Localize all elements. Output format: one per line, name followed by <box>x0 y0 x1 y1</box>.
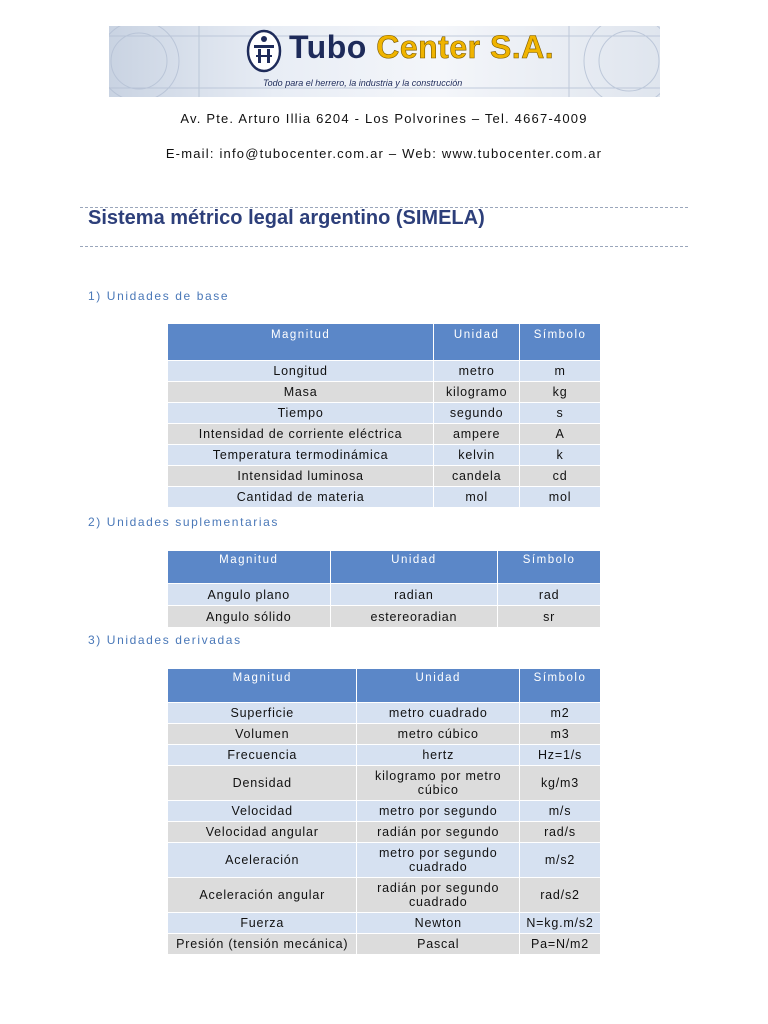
cell-unidad: kilogramo <box>434 382 520 403</box>
cell-simbolo: A <box>520 424 601 445</box>
column-header-unidad: Unidad <box>357 669 520 703</box>
cell-simbolo: sr <box>498 606 601 628</box>
cell-unidad: candela <box>434 466 520 487</box>
table-row <box>168 466 601 487</box>
cell-simbolo: rad/s2 <box>520 878 601 913</box>
table-header-row <box>168 551 601 584</box>
cell-simbolo: mol <box>520 487 601 508</box>
cell-simbolo: m2 <box>520 703 601 724</box>
cell-unidad: metro <box>434 361 520 382</box>
header-banner <box>109 26 660 97</box>
cell-unidad: kelvin <box>434 445 520 466</box>
cell-unidad: radián por segundo <box>357 822 520 843</box>
table-header-row <box>168 324 601 361</box>
cell-unidad: Pascal <box>357 934 520 955</box>
cell-unidad: kilogramo por metro cúbico <box>357 766 520 801</box>
table-row <box>168 843 601 878</box>
table-row <box>168 703 601 724</box>
table-row <box>168 745 601 766</box>
cell-unidad: hertz <box>357 745 520 766</box>
cell-simbolo: kg <box>520 382 601 403</box>
brand-name-part1: Tubo <box>289 29 367 65</box>
cell-simbolo: N=kg.m/s2 <box>520 913 601 934</box>
cell-magnitud: Volumen <box>168 724 357 745</box>
cell-simbolo: m/s <box>520 801 601 822</box>
column-header-unidad: Unidad <box>434 324 520 361</box>
section-heading-derived-units: 3) Unidades derivadas <box>88 633 242 647</box>
table-row <box>168 878 601 913</box>
cell-magnitud: Intensidad luminosa <box>168 466 434 487</box>
cell-magnitud: Presión (tensión mecánica) <box>168 934 357 955</box>
section-heading-base-units: 1) Unidades de base <box>88 289 230 303</box>
cell-simbolo: m3 <box>520 724 601 745</box>
column-header-magnitud: Magnitud <box>168 551 331 584</box>
cell-magnitud: Aceleración angular <box>168 878 357 913</box>
table-row <box>168 801 601 822</box>
cell-magnitud: Velocidad angular <box>168 822 357 843</box>
cell-magnitud: Masa <box>168 382 434 403</box>
cell-unidad: metro cuadrado <box>357 703 520 724</box>
cell-magnitud: Fuerza <box>168 913 357 934</box>
table-row <box>168 445 601 466</box>
column-header-unidad: Unidad <box>330 551 498 584</box>
table-row <box>168 913 601 934</box>
company-logo-icon <box>246 29 282 73</box>
cell-unidad: Newton <box>357 913 520 934</box>
cell-unidad: estereoradian <box>330 606 498 628</box>
cell-magnitud: Superficie <box>168 703 357 724</box>
cell-simbolo: k <box>520 445 601 466</box>
company-tagline: Todo para el herrero, la industria y la construcción <box>263 78 463 88</box>
cell-simbolo: rad <box>498 584 601 606</box>
cell-simbolo: s <box>520 403 601 424</box>
table-row <box>168 584 601 606</box>
table-header-row <box>168 669 601 703</box>
cell-magnitud: Cantidad de materia <box>168 487 434 508</box>
cell-simbolo: kg/m3 <box>520 766 601 801</box>
cell-magnitud: Aceleración <box>168 843 357 878</box>
cell-unidad: radian <box>330 584 498 606</box>
table-row <box>168 382 601 403</box>
cell-simbolo: rad/s <box>520 822 601 843</box>
cell-unidad: metro por segundo cuadrado <box>357 843 520 878</box>
cell-simbolo: m <box>520 361 601 382</box>
cell-magnitud: Densidad <box>168 766 357 801</box>
cell-unidad: segundo <box>434 403 520 424</box>
base-units-table <box>167 323 601 508</box>
table-row <box>168 766 601 801</box>
cell-magnitud: Tiempo <box>168 403 434 424</box>
cell-simbolo: Hz=1/s <box>520 745 601 766</box>
cell-magnitud: Angulo plano <box>168 584 331 606</box>
cell-simbolo: m/s2 <box>520 843 601 878</box>
cell-simbolo: Pa=N/m2 <box>520 934 601 955</box>
table-row <box>168 487 601 508</box>
cell-unidad: ampere <box>434 424 520 445</box>
cell-magnitud: Longitud <box>168 361 434 382</box>
section-heading-supplementary-units: 2) Unidades suplementarias <box>88 515 280 529</box>
column-header-magnitud: Magnitud <box>168 669 357 703</box>
table-row <box>168 361 601 382</box>
cell-unidad: metro cúbico <box>357 724 520 745</box>
page-title: Sistema métrico legal argentino (SIMELA) <box>88 207 485 229</box>
column-header-simbolo: Símbolo <box>520 669 601 703</box>
brand-name-part2: Center S.A. <box>376 29 555 65</box>
cell-unidad: radián por segundo cuadrado <box>357 878 520 913</box>
title-divider-bottom <box>80 246 688 247</box>
cell-unidad: mol <box>434 487 520 508</box>
table-row <box>168 403 601 424</box>
company-contact: E-mail: info@tubocenter.com.ar – Web: www.tubocenter.com.ar <box>165 146 603 161</box>
table-row <box>168 934 601 955</box>
column-header-magnitud: Magnitud <box>168 324 434 361</box>
derived-units-table <box>167 668 601 955</box>
company-name <box>289 29 554 66</box>
company-address: Av. Pte. Arturo Illia 6204 - Los Polvorines – Tel. 4667-4009 <box>180 111 588 126</box>
cell-unidad: metro por segundo <box>357 801 520 822</box>
column-header-simbolo: Símbolo <box>520 324 601 361</box>
supplementary-units-table <box>167 550 601 628</box>
table-row <box>168 424 601 445</box>
column-header-simbolo: Símbolo <box>498 551 601 584</box>
cell-magnitud: Velocidad <box>168 801 357 822</box>
cell-simbolo: cd <box>520 466 601 487</box>
cell-magnitud: Angulo sólido <box>168 606 331 628</box>
cell-magnitud: Temperatura termodinámica <box>168 445 434 466</box>
cell-magnitud: Intensidad de corriente eléctrica <box>168 424 434 445</box>
table-row <box>168 606 601 628</box>
cell-magnitud: Frecuencia <box>168 745 357 766</box>
table-row <box>168 822 601 843</box>
table-row <box>168 724 601 745</box>
